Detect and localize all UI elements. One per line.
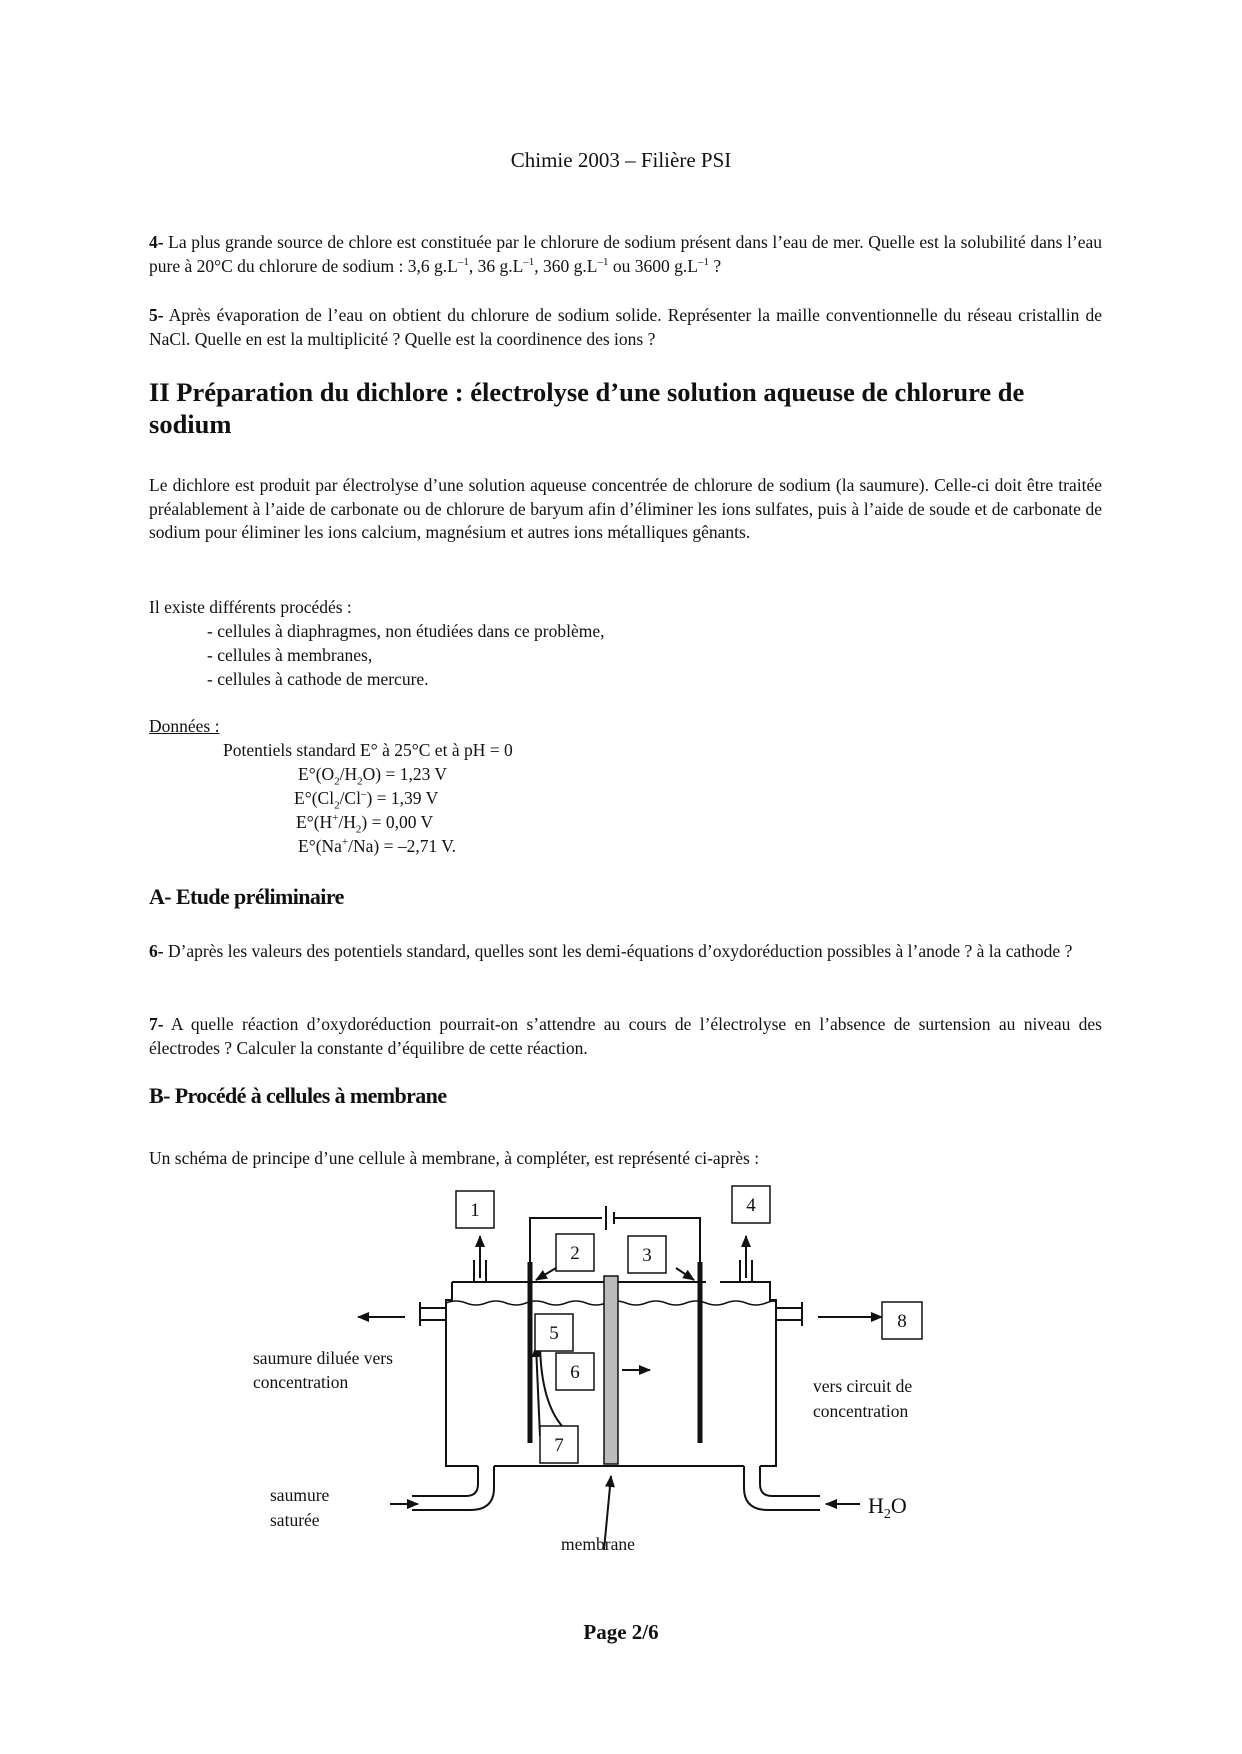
label-h2o: $H_2O$	[868, 1493, 907, 1522]
potential-h: $E^\circ(H^+/H_2) = 0,00$ V	[296, 812, 434, 836]
question-4-option: , 360 g.L	[534, 255, 598, 276]
procedes-list	[149, 595, 605, 691]
question-6-text: D’après les valeurs des potentiels standard, quelles sont les demi-équations d’oxydoréduction possibles à l’anode ? à la cathode ?	[163, 941, 1073, 961]
label-saumure-diluee: saumure diluée vers	[253, 1348, 393, 1368]
page-header: Chimie 2003 – Filière PSI	[510, 148, 732, 172]
section-2-title: II Préparation du dichlore : électrolyse d’une solution aqueuse de chlorure de sodium	[149, 377, 1025, 439]
question-4-option: ou 3600 g.L	[608, 255, 698, 276]
page-number: Page 2/6	[583, 1620, 659, 1644]
exponent: –1	[457, 255, 469, 268]
potential-na: E°(Na+/Na) = –2,71 V.	[298, 836, 457, 856]
label-concentration-left: concentration	[253, 1372, 349, 1392]
question-7	[149, 1013, 1102, 1060]
label-saturee: saturée	[270, 1510, 320, 1530]
question-4	[149, 231, 1102, 278]
donnees-subtitle: Potentiels standard E° à 25°C et à pH = 0	[223, 740, 513, 760]
exponent: –1	[597, 255, 609, 268]
question-4-end: ?	[708, 255, 722, 276]
box-label-3: 3	[642, 1245, 652, 1266]
box-label-1: 1	[470, 1200, 480, 1221]
question-5	[149, 304, 1102, 351]
question-4-text: La plus grande source de chlore est constituée par le chlorure de sodium présent dans l’eau de mer. Quelle est la solubilité dans l’eau pure à 20°C du chlorure de sodium : 3,6 g.L	[149, 232, 1102, 276]
inlet-pipe-right	[744, 1466, 820, 1510]
label-vers-circuit: vers circuit de	[813, 1376, 913, 1396]
question-4-number: 4-	[149, 232, 164, 252]
question-7-text: A quelle réaction d’oxydoréduction pourrait-on s’attendre au cours de l’électrolyse en l’absence de surtension au niveau des électrodes ? Calculer la constante d’équilibre de cette réaction.	[149, 1014, 1102, 1058]
question-6-number: 6-	[149, 941, 164, 961]
membrane-cell-diagram	[0, 1170, 1242, 1570]
question-6	[149, 940, 1102, 964]
potential-o2: $E^\circ(O_2/H_2O) = 1,23$ V	[298, 764, 448, 788]
exponent: –1	[523, 255, 535, 268]
question-7-number: 7-	[149, 1014, 164, 1034]
box-label-7: 7	[554, 1435, 564, 1456]
label-saumure: saumure	[270, 1485, 330, 1505]
list-item: - cellules à cathode de mercure.	[207, 669, 429, 689]
membrane	[604, 1276, 618, 1464]
section-a-title: A- Etude préliminaire	[149, 884, 344, 909]
box-label-5: 5	[549, 1323, 559, 1344]
section-b-title: B- Procédé à cellules à membrane	[149, 1083, 447, 1108]
label-concentration-right: concentration	[813, 1401, 909, 1421]
exponent: –1	[697, 255, 709, 268]
schema-intro: Un schéma de principe d’une cellule à membrane, à compléter, est représenté ci-après :	[149, 1148, 760, 1168]
donnees-label: Données :	[149, 716, 220, 736]
label-membrane: membrane	[561, 1534, 635, 1554]
question-5-text: Après évaporation de l’eau on obtient du chlorure de sodium solide. Représenter la maille conventionnelle du réseau cristallin de NaCl. Quelle en est la multiplicité ? Quelle est la coordinence des ions ?	[149, 305, 1102, 349]
box-label-4: 4	[746, 1195, 756, 1216]
box-label-8: 8	[897, 1311, 907, 1332]
question-5-number: 5-	[149, 305, 164, 325]
potential-cl2: $E^\circ(Cl_2/Cl^-) = 1,39$ V	[294, 788, 439, 812]
question-4-option: , 36 g.L	[468, 255, 524, 276]
box-label-2: 2	[570, 1243, 580, 1264]
donnees-block	[149, 714, 513, 762]
list-item: - cellules à membranes,	[207, 645, 373, 665]
box-label-6: 6	[570, 1362, 580, 1383]
list-item: - cellules à diaphragmes, non étudiées dans ce problème,	[207, 621, 605, 641]
intro-paragraph: Le dichlore est produit par électrolyse d’une solution aqueuse concentrée de chlorure de sodium (la saumure). Celle-ci doit être traitée préalablement à l’aide de carbonate ou de chlorure de baryum afin d’éliminer les ions sulfates, puis à l’aide de soude et de carbonate de sodium pour éliminer les ions calcium, magnésium et autres ions métalliques gênants.	[149, 475, 1102, 542]
inlet-pipe-left	[412, 1466, 494, 1510]
procedes-lead: Il existe différents procédés :	[149, 597, 352, 617]
